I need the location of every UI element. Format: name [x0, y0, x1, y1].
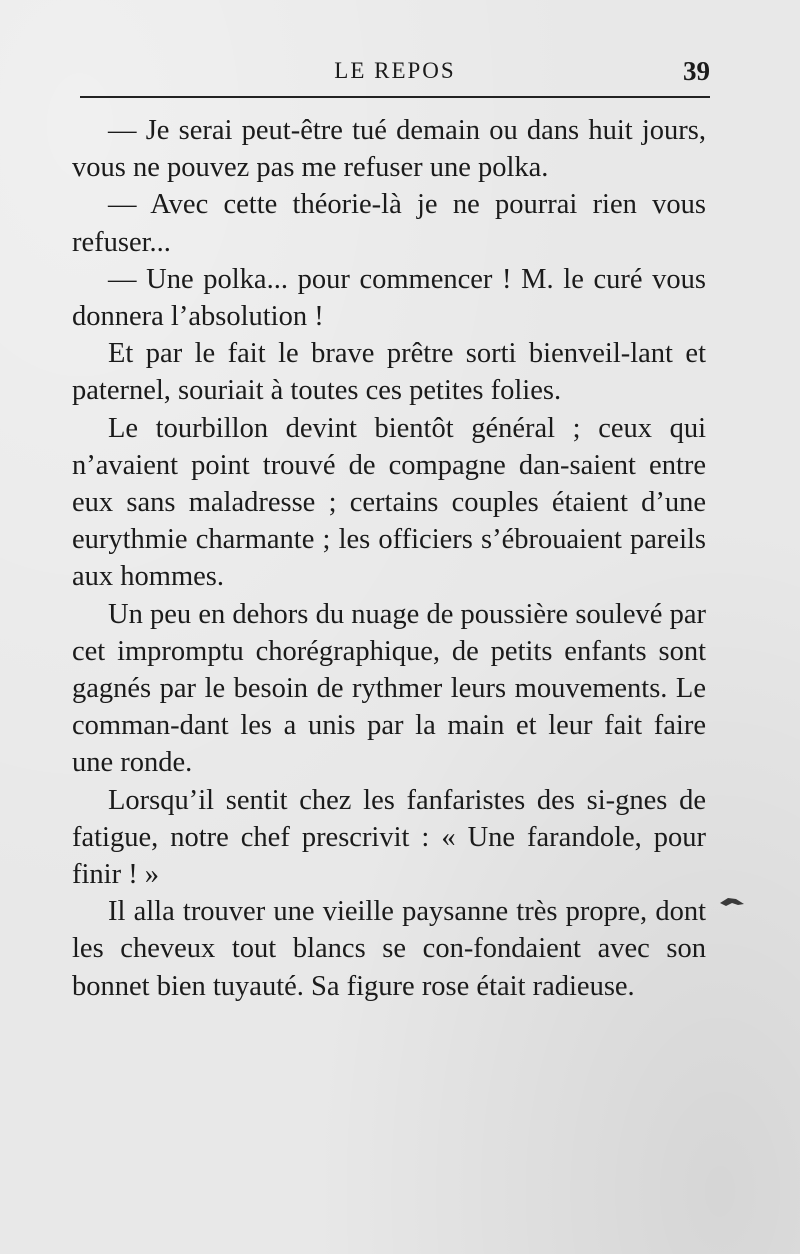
paragraph: Un peu en dehors du nuage de poussière soulevé par cet impromptu chorégraphique, de petits enfants sont gagnés par le besoin de rythmer leurs mouvements. Le comman-dant les a unis par la main et leur fait faire une ronde.: [72, 598, 706, 779]
running-head: LE REPOS: [334, 58, 456, 83]
paragraph: — Une polka... pour commencer ! M. le curé vous donnera l’absolution !: [72, 263, 706, 333]
page-number: 39: [683, 56, 710, 86]
header-rule: [80, 96, 710, 98]
ink-smudge: [718, 895, 746, 909]
paragraph: Le tourbillon devint bientôt général ; ceux qui n’avaient point trouvé de compagne dan-saient entre eux sans maladresse ; certains couples étaient d’une eurythmie charmante ; les officiers s’ébrouaient pareils aux hommes.: [72, 412, 706, 593]
paragraph: — Je serai peut-être tué demain ou dans huit jours, vous ne pouvez pas me refuser une polka.: [72, 115, 706, 184]
paragraph: Il alla trouver une vieille paysanne très propre, dont les cheveux tout blancs se con-fondaient avec son bonnet bien tuyauté. Sa figure rose était radieuse.: [72, 896, 706, 1002]
paragraph: — Avec cette théorie-là je ne pourrai rien vous refuser...: [72, 189, 706, 258]
body-text: [72, 112, 706, 1005]
paragraph: Lorsqu’il sentit chez les fanfaristes des si-gnes de fatigue, notre chef prescrivit : « Une farandole, pour finir ! »: [72, 784, 706, 891]
paragraph: Et par le fait le brave prêtre sorti bienveil-lant et paternel, souriait à toutes ces petites folies.: [72, 338, 706, 407]
page-header: [80, 58, 710, 94]
